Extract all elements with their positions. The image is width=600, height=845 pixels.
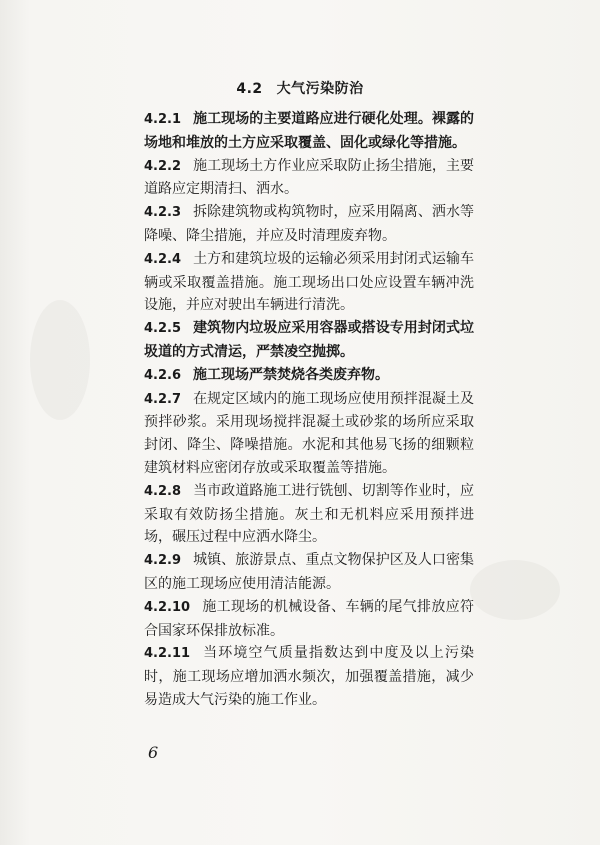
clause-number: 4.2.11 — [144, 646, 191, 662]
clause-text: 施工现场土方作业应采取防止扬尘措施，主要道路应定期清扫、洒水。 — [144, 157, 474, 198]
clause-text: 在规定区域内的施工现场应使用预拌混凝土及预拌砂浆。采用现场搅拌混凝土或砂浆的场所应采取封闭、降尘、降噪措施。水泥和其他易飞扬的细颗粒建筑材料应密闭存放或采取覆盖等措施。 — [144, 390, 474, 476]
section-title: 大气污染防治 — [276, 81, 364, 97]
clause-item — [144, 201, 474, 248]
clause-item — [144, 108, 474, 155]
clause-number: 4.2.1 — [144, 112, 182, 127]
clause-item — [144, 549, 474, 596]
clause-item — [144, 596, 474, 643]
clause-text: 施工现场的机械设备、车辆的尾气排放应符合国家环保排放标准。 — [144, 598, 474, 639]
clause-item — [144, 317, 474, 364]
clause-item — [144, 642, 474, 711]
section-heading — [0, 78, 600, 98]
clause-number: 4.2.4 — [144, 251, 182, 267]
clause-text: 施工现场严禁焚烧各类废弃物。 — [193, 366, 390, 383]
clause-number: 4.2.9 — [144, 553, 182, 569]
clause-number: 4.2.3 — [144, 205, 182, 221]
clause-item — [144, 480, 474, 549]
clause-item — [144, 388, 474, 480]
clause-number: 4.2.2 — [144, 158, 182, 174]
clause-text: 土方和建筑垃圾的运输必须采用封闭式运输车辆或采取覆盖措施。施工现场出口处应设置车辆冲洗设施，并应对驶出车辆进行清洗。 — [144, 250, 474, 314]
clause-number: 4.2.5 — [144, 321, 182, 337]
clause-number: 4.2.7 — [144, 391, 182, 407]
clause-text: 当市政道路施工进行铣刨、切割等作业时，应采取有效防扬尘措施。灰土和无机料应采用预拌进场，碾压过程中应洒水降尘。 — [144, 482, 474, 546]
clause-number: 4.2.8 — [144, 483, 182, 499]
clause-item — [144, 248, 474, 317]
section-number: 4.2 — [236, 81, 263, 97]
clause-text: 施工现场的主要道路应进行硬化处理。裸露的场地和堆放的土方应采取覆盖、固化或绿化等措施。 — [144, 111, 474, 151]
clause-text: 当环境空气质量指数达到中度及以上污染时，施工现场应增加洒水频次，加强覆盖措施，减少易造成大气污染的施工作业。 — [144, 645, 474, 708]
clause-text: 建筑物内垃圾应采用容器或搭设专用封闭式垃圾道的方式清运，严禁凌空抛掷。 — [144, 320, 474, 360]
paper-smudge — [30, 300, 90, 420]
paper-smudge — [470, 560, 560, 620]
clause-text: 拆除建筑物或构筑物时，应采用隔离、洒水等降噪、降尘措施，并应及时清理废弃物。 — [144, 204, 474, 244]
clause-list — [144, 108, 474, 712]
clause-item — [144, 155, 474, 202]
clause-number: 4.2.10 — [144, 599, 191, 615]
clause-item — [144, 364, 474, 388]
page-number: 6 — [148, 743, 159, 762]
clause-number: 4.2.6 — [144, 367, 182, 383]
clause-text: 城镇、旅游景点、重点文物保护区及人口密集区的施工现场应使用清洁能源。 — [144, 552, 474, 592]
